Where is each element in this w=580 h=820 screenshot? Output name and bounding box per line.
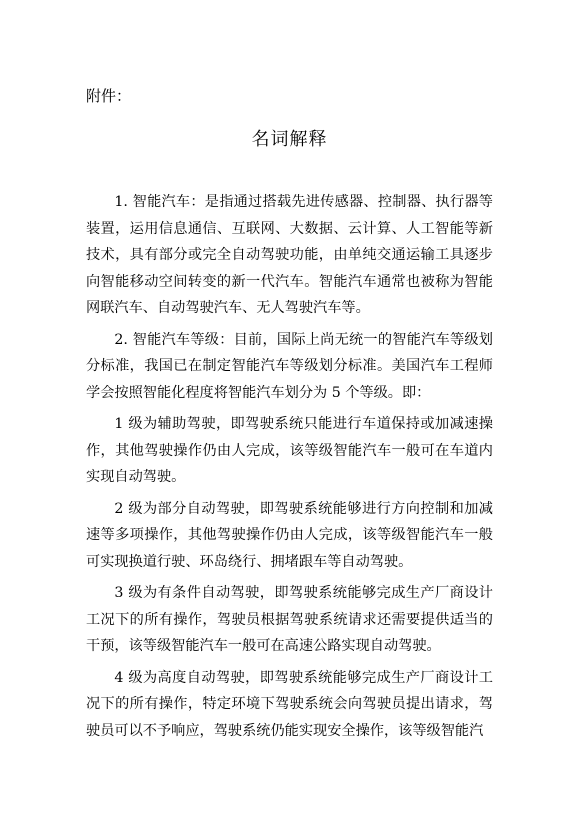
paragraph-level-4: 4 级为高度自动驾驶，即驾驶系统能够完成生产厂商设计工况下的所有操作，特定环境下驾驶系统会向驾驶员提出请求，驾驶员可以不予响应，驾驶系统仍能实现安全操作，该等级智能汽 [86,669,493,739]
paragraph-definition-levels: 2. 智能汽车等级：目前，国际上尚无统一的智能汽车等级划分标准，我国已在制定智能汽车等级划分标准。美国汽车工程师学会按照智能化程度将智能汽车划分为 5 个等级。即： [86,331,493,401]
paragraph-definition-smart-vehicle: 1. 智能汽车：是指通过搭载先进传感器、控制器、执行器等装置，运用信息通信、互联网、大数据、云计算、人工智能等新技术，具有部分或完全自动驾驶功能，由单纯交通运输工具逐步向智能移动空间转变的新一代汽车。智能汽车通常也被称为智能网联汽车、自动驾驶汽车、无人驾驶汽车等。 [86,194,493,316]
paragraph-level-3: 3 级为有条件自动驾驶，即驾驶系统能够完成生产厂商设计工况下的所有操作，驾驶员根据驾驶系统请求还需要提供适当的干预，该等级智能汽车一般可在高速公路实现自动驾驶。 [86,585,493,654]
paragraph-level-1: 1 级为辅助驾驶，即驾驶系统只能进行车道保持或加减速操作，其他驾驶操作仍由人完成，该等级智能汽车一般可在车道内实现自动驾驶。 [86,416,493,485]
document-title: 名词解释 [251,129,328,150]
paragraph-level-2: 2 级为部分自动驾驶，即驾驶系统能够进行方向控制和加减速等多项操作，其他驾驶操作仍由人完成，该等级智能汽车一般可实现换道行驶、环岛绕行、拥堵跟车等自动驾驶。 [86,500,493,570]
document-body [86,189,493,744]
attachment-label: 附件： [86,87,132,105]
